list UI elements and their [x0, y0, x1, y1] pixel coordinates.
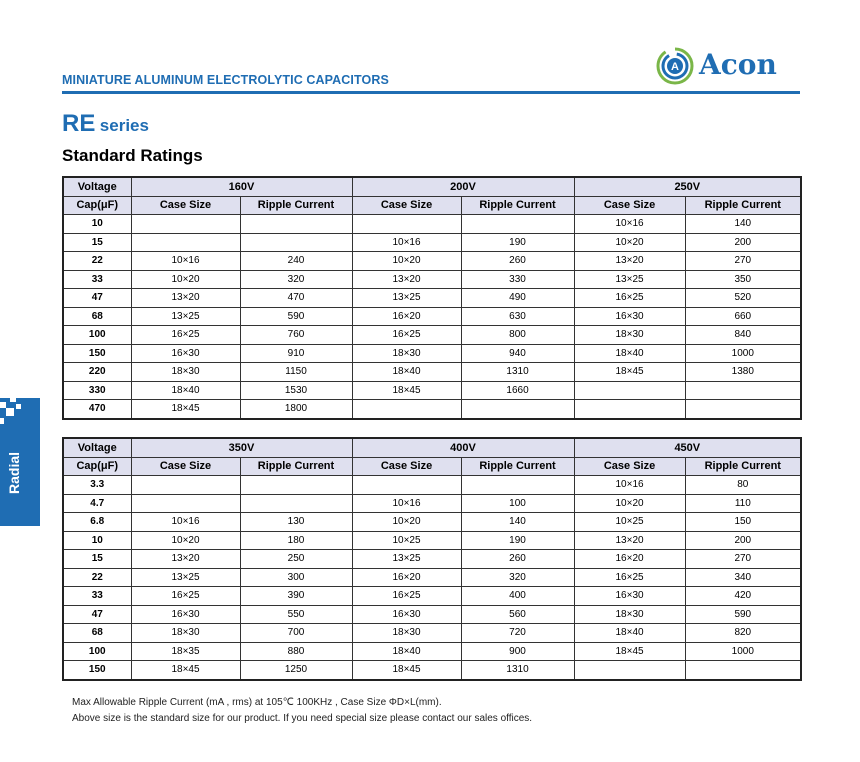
case-size-header: Case Size [574, 196, 685, 215]
note-line: Above size is the standard size for our product. If you need special size please contact our sales offices. [72, 712, 533, 724]
ripple-current-cell: 1380 [685, 363, 801, 382]
ripple-current-cell: 1530 [240, 381, 352, 400]
table-row [63, 568, 801, 587]
ripple-current-cell: 800 [461, 326, 574, 345]
case-size-cell: 10×20 [131, 531, 240, 550]
case-size-cell: 16×20 [574, 550, 685, 569]
case-size-cell: 18×30 [574, 605, 685, 624]
case-size-cell: 18×30 [352, 624, 461, 643]
case-size-cell: 16×25 [352, 587, 461, 606]
ripple-current-header: Ripple Current [240, 457, 352, 476]
ripple-current-cell: 1000 [685, 642, 801, 661]
table-row [63, 642, 801, 661]
case-size-cell: 18×30 [352, 344, 461, 363]
ripple-current-header: Ripple Current [685, 457, 801, 476]
table-row [63, 233, 801, 252]
case-size-cell: 18×40 [352, 642, 461, 661]
ripple-current-cell: 1660 [461, 381, 574, 400]
case-size-cell: 10×20 [352, 252, 461, 271]
table-row [63, 587, 801, 606]
table-row [63, 252, 801, 271]
ripple-current-cell: 190 [461, 233, 574, 252]
ripple-current-cell: 330 [461, 270, 574, 289]
series-title [62, 110, 149, 138]
column-header-row [63, 457, 801, 476]
ripple-current-cell: 250 [240, 550, 352, 569]
ripple-current-cell: 1310 [461, 661, 574, 680]
case-size-cell: 18×40 [574, 624, 685, 643]
case-size-cell: 16×30 [352, 605, 461, 624]
ripple-current-cell: 200 [685, 233, 801, 252]
case-size-cell: 16×25 [131, 587, 240, 606]
ripple-current-cell: 1250 [240, 661, 352, 680]
voltage-header-row [63, 438, 801, 457]
ripple-current-cell [461, 215, 574, 234]
case-size-cell: 18×30 [131, 363, 240, 382]
ratings-table-2 [62, 437, 802, 681]
ripple-current-cell [685, 661, 801, 680]
case-size-cell: 18×40 [574, 344, 685, 363]
voltage-160v: 160V [131, 177, 352, 196]
ripple-current-cell: 270 [685, 550, 801, 569]
case-size-cell: 13×20 [131, 550, 240, 569]
capacitance-cell: 47 [63, 605, 131, 624]
case-size-cell: 10×16 [352, 233, 461, 252]
cap-label: Cap(μF) [63, 196, 131, 215]
ripple-current-cell: 840 [685, 326, 801, 345]
case-size-cell [131, 215, 240, 234]
case-size-cell: 10×20 [574, 494, 685, 513]
voltage-label: Voltage [63, 438, 131, 457]
capacitance-cell: 10 [63, 215, 131, 234]
table-row [63, 381, 801, 400]
table-row [63, 363, 801, 382]
case-size-cell [352, 400, 461, 419]
case-size-cell: 18×40 [352, 363, 461, 382]
voltage-400v: 400V [352, 438, 574, 457]
table-row [63, 624, 801, 643]
ripple-current-cell: 520 [685, 289, 801, 308]
case-size-cell: 18×40 [131, 381, 240, 400]
case-size-cell: 16×30 [131, 605, 240, 624]
ripple-current-cell: 190 [461, 531, 574, 550]
case-size-header: Case Size [574, 457, 685, 476]
ripple-current-cell: 400 [461, 587, 574, 606]
case-size-cell: 18×45 [574, 363, 685, 382]
note-line: Max Allowable Ripple Current (mA , rms) at 105℃ 100KHz , Case Size ΦD×L(mm). [72, 697, 442, 708]
ripple-current-cell: 140 [685, 215, 801, 234]
ripple-current-cell: 560 [461, 605, 574, 624]
ripple-current-header: Ripple Current [461, 196, 574, 215]
ripple-current-cell: 320 [461, 568, 574, 587]
table-row [63, 513, 801, 532]
section-title: Standard Ratings [62, 146, 203, 165]
case-size-cell [352, 215, 461, 234]
case-size-header: Case Size [352, 196, 461, 215]
capacitance-cell: 68 [63, 624, 131, 643]
voltage-450v: 450V [574, 438, 801, 457]
case-size-header: Case Size [131, 457, 240, 476]
voltage-header-row [63, 177, 801, 196]
case-size-cell: 18×45 [352, 661, 461, 680]
table-row [63, 215, 801, 234]
ripple-current-header: Ripple Current [685, 196, 801, 215]
series-name: RE [62, 110, 96, 137]
capacitance-cell: 150 [63, 661, 131, 680]
ripple-current-cell [461, 400, 574, 419]
ripple-current-cell: 880 [240, 642, 352, 661]
ripple-current-cell: 550 [240, 605, 352, 624]
capacitance-cell: 15 [63, 550, 131, 569]
case-size-cell: 10×20 [352, 513, 461, 532]
table-row [63, 605, 801, 624]
table-row [63, 289, 801, 308]
table-row [63, 270, 801, 289]
case-size-cell: 13×25 [574, 270, 685, 289]
case-size-cell: 10×16 [131, 252, 240, 271]
table-row [63, 531, 801, 550]
ripple-current-cell: 240 [240, 252, 352, 271]
series-suffix: series [99, 116, 149, 135]
capacitance-cell: 100 [63, 326, 131, 345]
capacitance-cell: 68 [63, 307, 131, 326]
case-size-cell: 13×25 [352, 289, 461, 308]
case-size-cell: 18×45 [131, 400, 240, 419]
ripple-current-cell: 700 [240, 624, 352, 643]
case-size-cell: 18×45 [574, 642, 685, 661]
ripple-current-cell: 390 [240, 587, 352, 606]
case-size-cell [131, 476, 240, 495]
ripple-current-cell: 200 [685, 531, 801, 550]
case-size-cell: 10×20 [574, 233, 685, 252]
table-row [63, 326, 801, 345]
side-tab-label: Radial [6, 451, 22, 494]
capacitance-cell: 33 [63, 270, 131, 289]
case-size-cell: 16×30 [574, 307, 685, 326]
case-size-cell: 16×25 [131, 326, 240, 345]
capacitance-cell: 33 [63, 587, 131, 606]
table-row [63, 550, 801, 569]
ripple-current-cell [240, 476, 352, 495]
ripple-current-cell: 720 [461, 624, 574, 643]
ripple-current-cell: 490 [461, 289, 574, 308]
case-size-cell: 18×30 [131, 624, 240, 643]
acon-logo [655, 46, 795, 86]
case-size-cell: 18×45 [131, 661, 240, 680]
ripple-current-cell [240, 233, 352, 252]
case-size-cell: 16×20 [352, 568, 461, 587]
case-size-cell [131, 494, 240, 513]
ripple-current-cell: 150 [685, 513, 801, 532]
ripple-current-cell: 260 [461, 252, 574, 271]
case-size-cell: 10×16 [352, 494, 461, 513]
case-size-cell: 16×30 [574, 587, 685, 606]
capacitance-cell: 6.8 [63, 513, 131, 532]
ripple-current-header: Ripple Current [461, 457, 574, 476]
table-row [63, 307, 801, 326]
capacitance-cell: 100 [63, 642, 131, 661]
capacitance-cell: 470 [63, 400, 131, 419]
case-size-cell: 10×25 [352, 531, 461, 550]
capacitance-cell: 22 [63, 568, 131, 587]
ripple-current-cell: 940 [461, 344, 574, 363]
case-size-cell: 13×20 [574, 252, 685, 271]
ripple-current-cell: 590 [685, 605, 801, 624]
case-size-cell: 18×45 [352, 381, 461, 400]
ripple-current-cell: 80 [685, 476, 801, 495]
ripple-current-cell: 350 [685, 270, 801, 289]
capacitance-cell: 220 [63, 363, 131, 382]
case-size-cell: 18×30 [574, 326, 685, 345]
ripple-current-cell: 1000 [685, 344, 801, 363]
ripple-current-cell: 260 [461, 550, 574, 569]
header-title: MINIATURE ALUMINUM ELECTROLYTIC CAPACITORS [62, 73, 389, 87]
ripple-current-cell: 1310 [461, 363, 574, 382]
case-size-cell: 13×25 [352, 550, 461, 569]
voltage-200v: 200V [352, 177, 574, 196]
ripple-current-cell: 300 [240, 568, 352, 587]
header-rule [62, 91, 800, 94]
ripple-current-cell: 180 [240, 531, 352, 550]
logo-mark: A [671, 61, 679, 73]
notes [72, 695, 532, 726]
ripple-current-cell: 820 [685, 624, 801, 643]
case-size-cell: 10×16 [574, 476, 685, 495]
case-size-cell [352, 476, 461, 495]
case-size-header: Case Size [131, 196, 240, 215]
ripple-current-cell: 140 [461, 513, 574, 532]
ripple-current-cell [685, 381, 801, 400]
column-header-row [63, 196, 801, 215]
case-size-cell: 16×25 [574, 289, 685, 308]
ripple-current-cell: 660 [685, 307, 801, 326]
ripple-current-cell [461, 476, 574, 495]
side-tab-radial [0, 398, 40, 526]
case-size-cell: 13×20 [352, 270, 461, 289]
case-size-cell: 13×25 [131, 307, 240, 326]
capacitance-cell: 10 [63, 531, 131, 550]
ratings-table-1 [62, 176, 802, 420]
case-size-cell: 16×25 [574, 568, 685, 587]
ripple-current-cell: 1150 [240, 363, 352, 382]
case-size-header: Case Size [352, 457, 461, 476]
ripple-current-cell: 100 [461, 494, 574, 513]
capacitance-cell: 3.3 [63, 476, 131, 495]
case-size-cell: 16×30 [131, 344, 240, 363]
case-size-cell [574, 661, 685, 680]
ripple-current-cell: 900 [461, 642, 574, 661]
case-size-cell: 10×20 [131, 270, 240, 289]
ripple-current-header: Ripple Current [240, 196, 352, 215]
ripple-current-cell: 630 [461, 307, 574, 326]
case-size-cell: 13×20 [574, 531, 685, 550]
ripple-current-cell [240, 494, 352, 513]
case-size-cell: 18×35 [131, 642, 240, 661]
ripple-current-cell: 320 [240, 270, 352, 289]
case-size-cell [131, 233, 240, 252]
capacitance-cell: 150 [63, 344, 131, 363]
capacitance-cell: 330 [63, 381, 131, 400]
voltage-350v: 350V [131, 438, 352, 457]
case-size-cell: 10×16 [131, 513, 240, 532]
cap-label: Cap(μF) [63, 457, 131, 476]
ripple-current-cell [685, 400, 801, 419]
logo-text: Acon [699, 48, 777, 81]
ripple-current-cell: 420 [685, 587, 801, 606]
table-row [63, 494, 801, 513]
capacitance-cell: 22 [63, 252, 131, 271]
case-size-cell: 16×20 [352, 307, 461, 326]
case-size-cell [574, 400, 685, 419]
case-size-cell: 13×20 [131, 289, 240, 308]
case-size-cell: 13×25 [131, 568, 240, 587]
ripple-current-cell: 590 [240, 307, 352, 326]
ripple-current-cell: 130 [240, 513, 352, 532]
case-size-cell [574, 381, 685, 400]
capacitance-cell: 15 [63, 233, 131, 252]
acon-logo-icon [655, 46, 695, 86]
table-row [63, 400, 801, 419]
case-size-cell: 10×25 [574, 513, 685, 532]
ripple-current-cell: 910 [240, 344, 352, 363]
ripple-current-cell: 470 [240, 289, 352, 308]
capacitance-cell: 4.7 [63, 494, 131, 513]
ripple-current-cell: 340 [685, 568, 801, 587]
case-size-cell: 10×16 [574, 215, 685, 234]
voltage-label: Voltage [63, 177, 131, 196]
ripple-current-cell: 1800 [240, 400, 352, 419]
ripple-current-cell [240, 215, 352, 234]
table-row [63, 476, 801, 495]
ripple-current-cell: 110 [685, 494, 801, 513]
voltage-250v: 250V [574, 177, 801, 196]
table-row [63, 661, 801, 680]
case-size-cell: 16×25 [352, 326, 461, 345]
ripple-current-cell: 760 [240, 326, 352, 345]
ripple-current-cell: 270 [685, 252, 801, 271]
table-row [63, 344, 801, 363]
capacitance-cell: 47 [63, 289, 131, 308]
